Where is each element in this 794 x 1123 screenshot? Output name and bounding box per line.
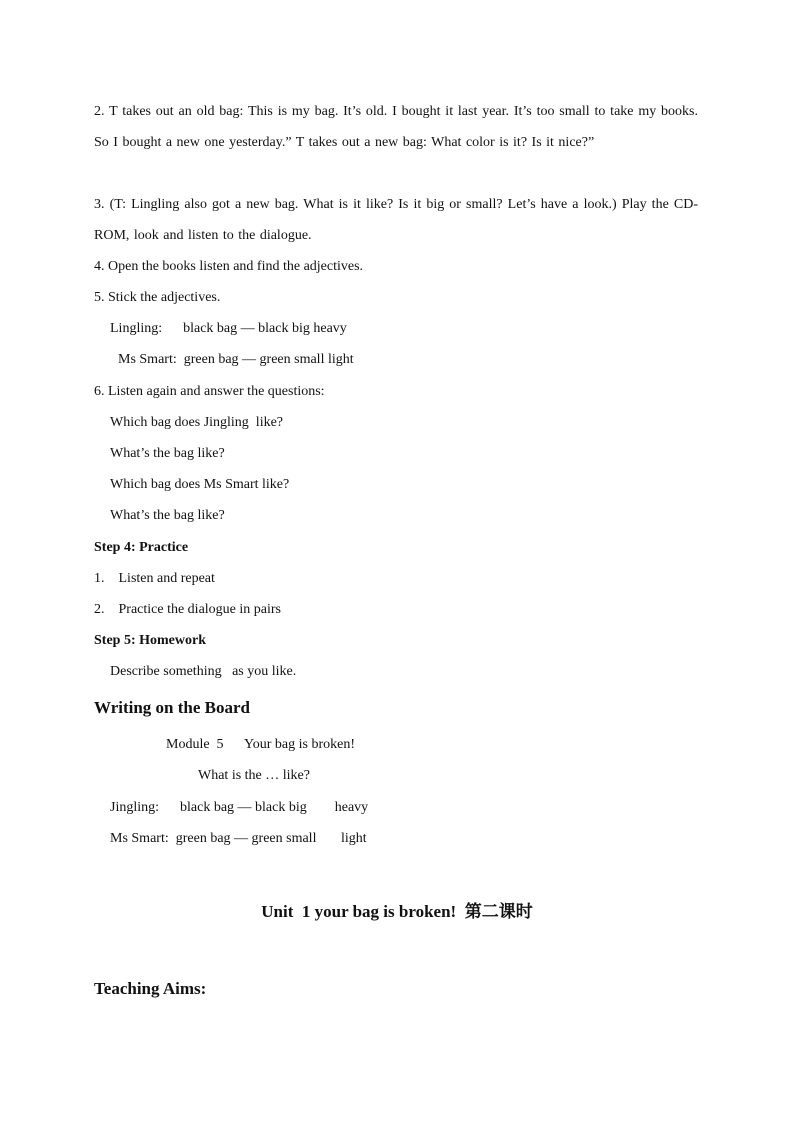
unit-title-chinese: 第二课时 xyxy=(464,902,533,922)
homework-heading: Step 5: Homework xyxy=(94,633,206,648)
question-2: What’s the bag like? xyxy=(110,446,225,461)
question-3: Which bag does Ms Smart like? xyxy=(110,477,290,492)
homework-item: Describe something as you like. xyxy=(110,664,297,679)
question-4: What’s the bag like? xyxy=(110,508,225,523)
practice-item-1: 1. Listen and repeat xyxy=(94,571,215,586)
step-6-line: 6. Listen again and answer the questions: xyxy=(94,384,325,399)
unit-title-english: Unit 1 your bag is broken! xyxy=(261,902,465,921)
step-2-paragraph: 2. T takes out an old bag: This is my bag. It’s old. I bought it last year. It’s too small to take my books. So I bought a new one yesterday.” T takes out a new bag: What color is it? Is it nice?” xyxy=(94,104,698,150)
board-mssmart-line: Ms Smart: green bag — green small light xyxy=(110,831,367,846)
teaching-aims-heading: Teaching Aims: xyxy=(94,979,207,998)
practice-heading: Step 4: Practice xyxy=(94,540,189,555)
board-jingling-line: Jingling: black bag — black big heavy xyxy=(110,800,369,815)
lingling-adjectives: Lingling: black bag — black big heavy xyxy=(110,321,347,336)
practice-item-2: 2. Practice the dialogue in pairs xyxy=(94,602,281,617)
board-module-line: Module 5 Your bag is broken! xyxy=(166,737,355,752)
question-1: Which bag does Jingling like? xyxy=(110,415,284,430)
step-3-paragraph: 3. (T: Lingling also got a new bag. What is it like? Is it big or small? Let’s have a look.) Play the CD-ROM, look and listen to the dialogue. xyxy=(94,197,698,243)
step-5-line: 5. Stick the adjectives. xyxy=(94,290,221,305)
mssmart-adjectives: Ms Smart: green bag — green small light xyxy=(118,352,354,367)
board-heading: Writing on the Board xyxy=(94,698,251,717)
unit-title xyxy=(0,897,794,922)
step-4-line: 4. Open the books listen and find the adjectives. xyxy=(94,259,364,274)
board-question-line: What is the … like? xyxy=(198,768,310,783)
